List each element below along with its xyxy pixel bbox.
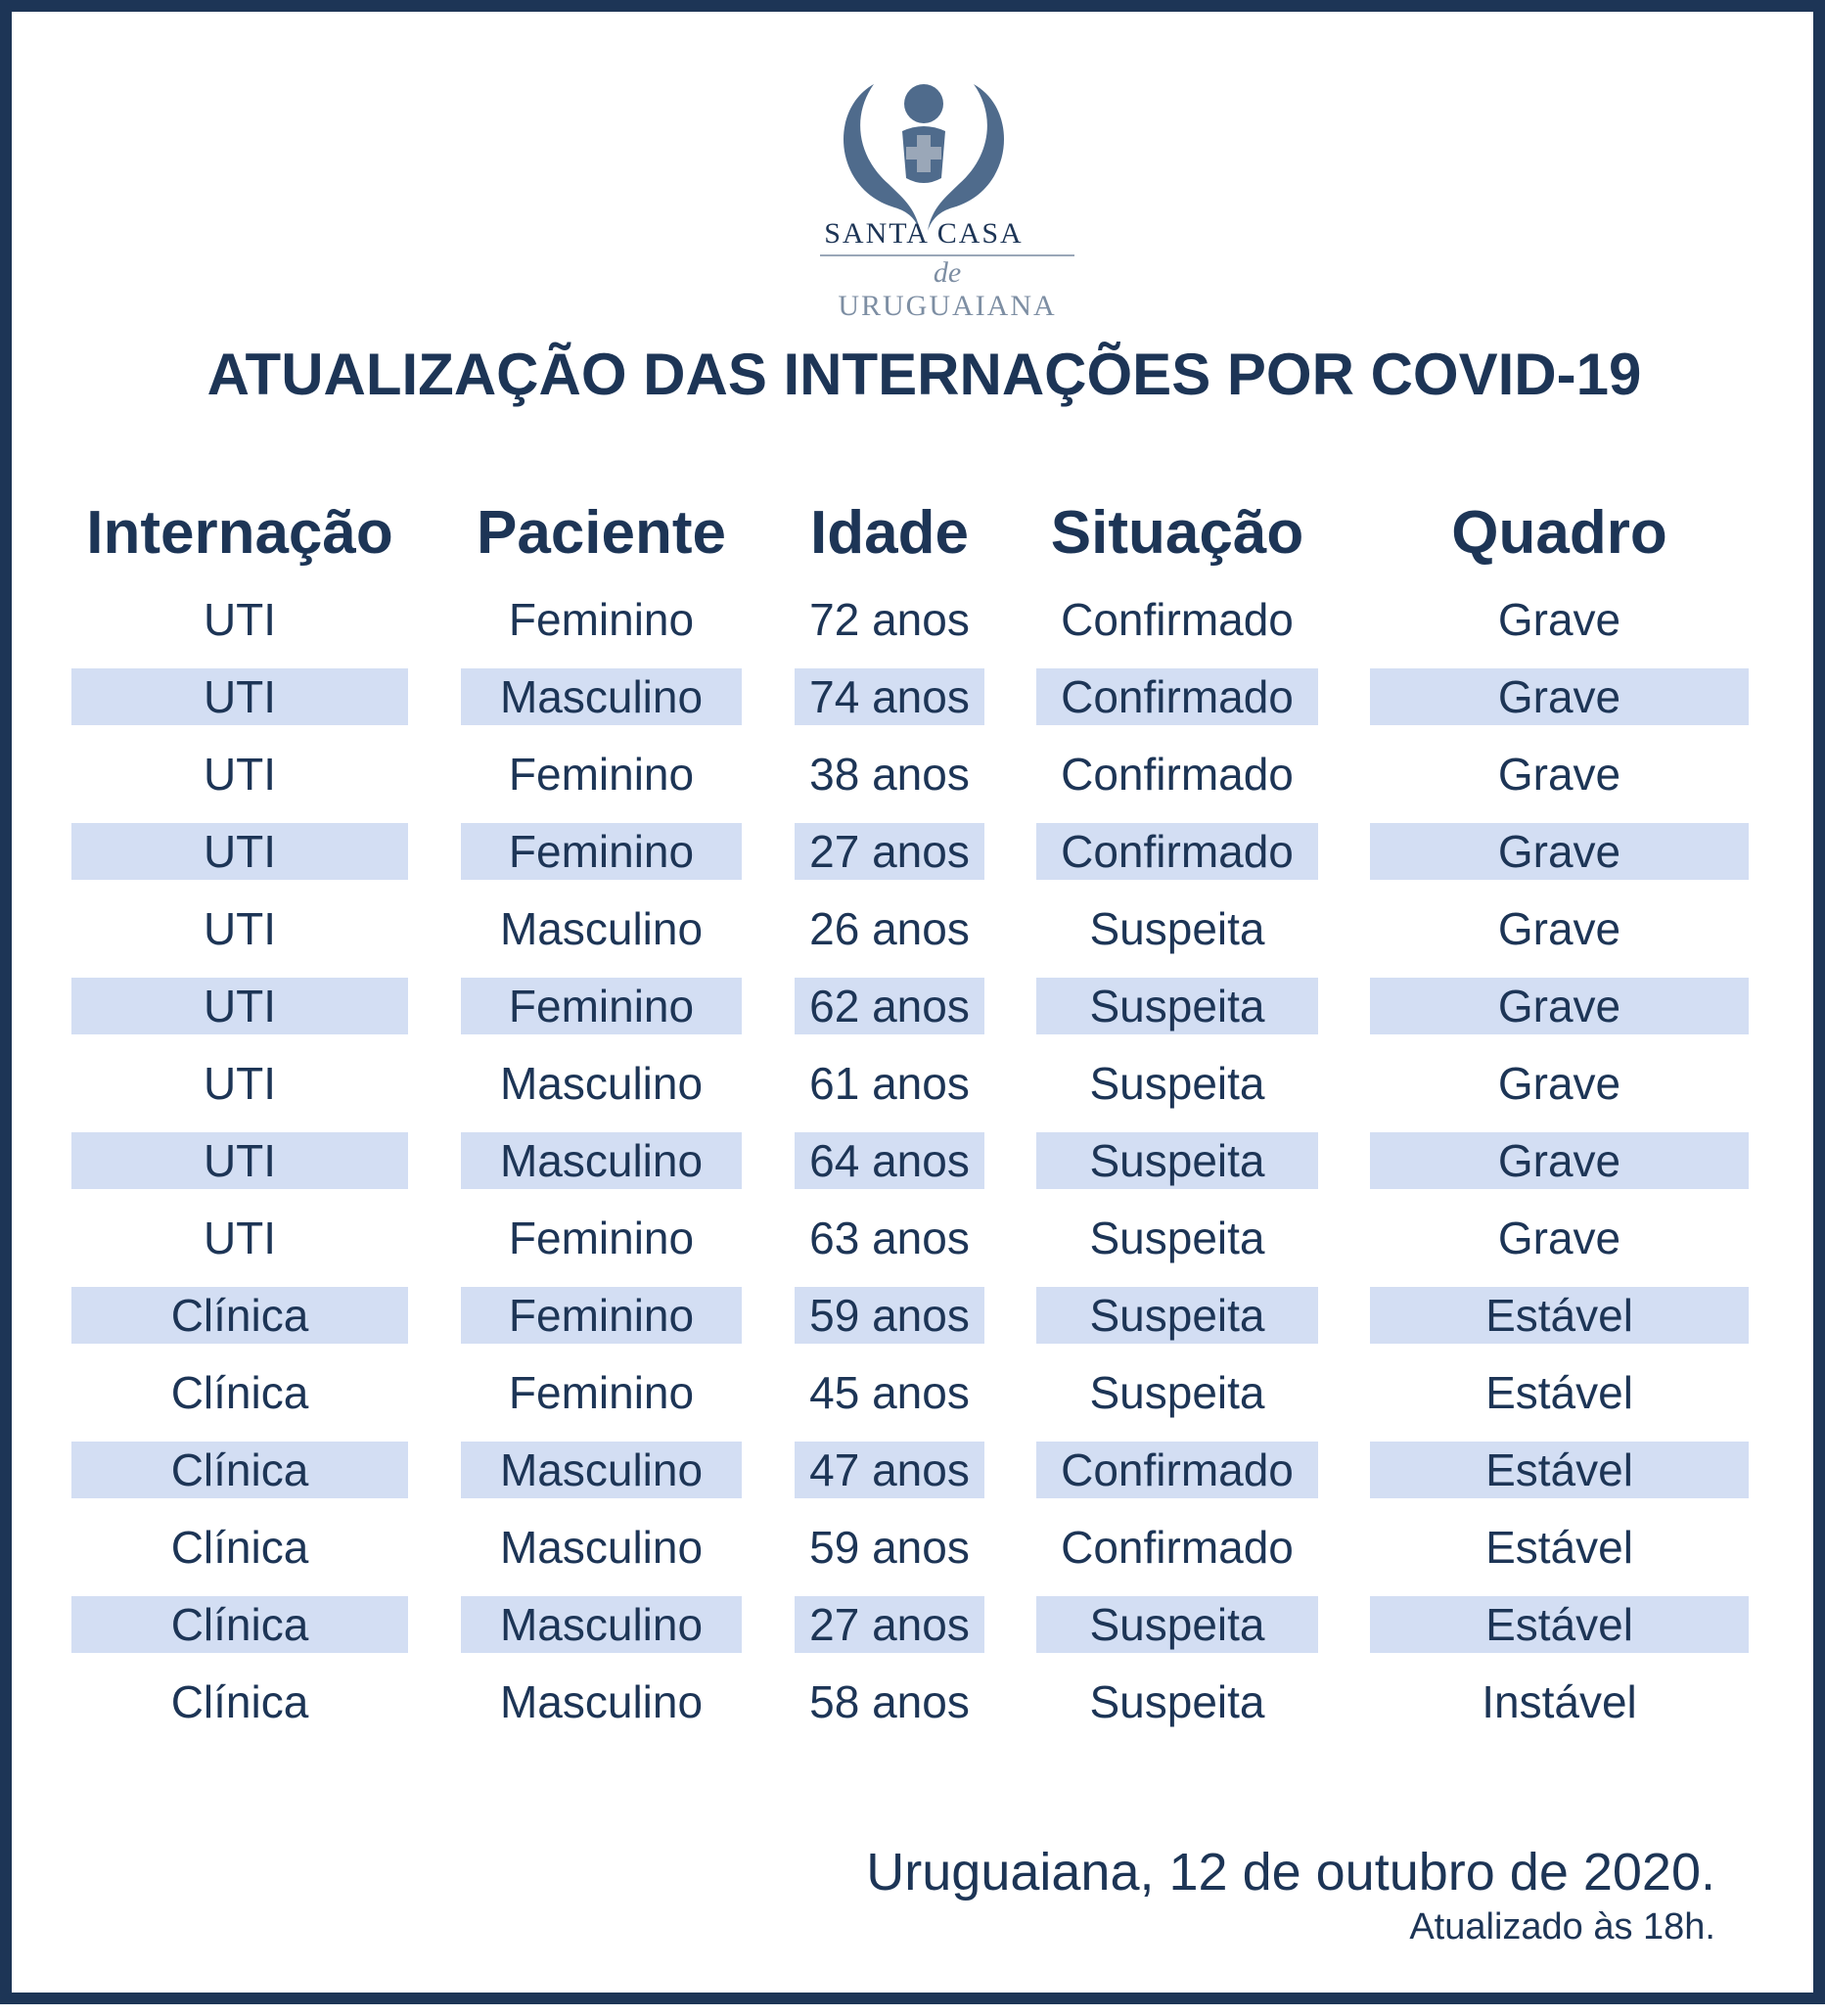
cell-internacao: Clínica [170,1367,309,1418]
cell-paciente: Feminino [461,978,742,1034]
cell-quadro: Grave [1497,1213,1621,1263]
column-header-quadro: Quadro [1451,499,1667,567]
cell-idade: 26 anos [809,903,970,954]
cell-internacao: Clínica [71,1596,408,1653]
cell-internacao: UTI [71,978,408,1034]
cell-paciente: Masculino [461,668,742,725]
cell-situacao: Suspeita [1089,903,1265,954]
cell-paciente: Feminino [508,749,695,800]
cell-idade: 64 anos [795,1132,984,1189]
cell-idade: 72 anos [809,594,970,645]
cell-situacao: Confirmado [1036,823,1318,880]
column-header-paciente: Paciente [476,499,727,567]
cell-idade: 59 anos [795,1287,984,1344]
cell-situacao: Suspeita [1089,1213,1265,1263]
cell-internacao: Clínica [71,1442,408,1498]
cell-idade: 61 anos [809,1058,970,1109]
cell-idade: 74 anos [795,668,984,725]
cell-paciente: Feminino [461,1287,742,1344]
cell-situacao: Suspeita [1036,978,1318,1034]
table-row [12,746,1825,802]
cell-situacao: Confirmado [1036,668,1318,725]
table-row [12,1287,1825,1344]
cell-internacao: UTI [203,1213,277,1263]
cell-paciente: Masculino [499,1676,704,1727]
cell-situacao: Confirmado [1061,594,1294,645]
table-row [12,1210,1825,1266]
cell-idade: 63 anos [809,1213,970,1263]
cell-internacao: Clínica [170,1522,309,1573]
cell-idade: 38 anos [809,749,970,800]
cell-paciente: Masculino [499,1522,704,1573]
table-row [12,1519,1825,1576]
cell-quadro: Grave [1370,1132,1749,1189]
cell-internacao: Clínica [170,1676,309,1727]
cell-quadro: Estável [1485,1522,1633,1573]
cell-quadro: Estável [1370,1442,1749,1498]
cell-internacao: Clínica [71,1287,408,1344]
cell-paciente: Feminino [508,594,695,645]
table-row [12,823,1825,880]
cell-internacao: UTI [203,749,277,800]
cell-quadro: Estável [1370,1596,1749,1653]
cell-paciente: Masculino [461,1596,742,1653]
table-row [12,591,1825,648]
cell-situacao: Suspeita [1036,1596,1318,1653]
cell-situacao: Suspeita [1089,1058,1265,1109]
cell-paciente: Masculino [461,1132,742,1189]
place-and-date: Uruguaiana, 12 de outubro de 2020. [866,1843,1715,1901]
table-row [12,1364,1825,1421]
org-name-prefix: de [933,256,962,289]
table-row [12,668,1825,725]
table-row [12,1132,1825,1189]
org-name-line1: SANTA CASA [824,217,1024,250]
cell-quadro: Grave [1497,594,1621,645]
cell-quadro: Grave [1497,1058,1621,1109]
page-title: ATUALIZAÇÃO DAS INTERNAÇÕES POR COVID-19 [206,342,1642,407]
table-row [12,1673,1825,1730]
cell-paciente: Masculino [461,1442,742,1498]
cell-paciente: Feminino [508,1367,695,1418]
cell-situacao: Suspeita [1036,1287,1318,1344]
cell-idade: 27 anos [795,823,984,880]
cell-internacao: UTI [71,823,408,880]
cell-quadro: Grave [1497,749,1621,800]
cell-situacao: Confirmado [1036,1442,1318,1498]
cell-quadro: Grave [1497,903,1621,954]
cell-internacao: UTI [203,903,277,954]
cell-quadro: Grave [1370,668,1749,725]
cell-internacao: UTI [71,1132,408,1189]
table-row [12,1596,1825,1653]
cell-idade: 27 anos [795,1596,984,1653]
cell-paciente: Feminino [508,1213,695,1263]
cell-situacao: Suspeita [1089,1676,1265,1727]
cell-idade: 45 anos [809,1367,970,1418]
cell-idade: 47 anos [795,1442,984,1498]
table-row [12,978,1825,1034]
column-header-internacao: Internação [86,499,393,567]
cell-quadro: Grave [1370,978,1749,1034]
cell-paciente: Masculino [499,1058,704,1109]
cell-quadro: Estável [1485,1367,1633,1418]
table-row [12,1442,1825,1498]
cell-quadro: Estável [1370,1287,1749,1344]
column-header-idade: Idade [810,499,969,567]
cell-situacao: Suspeita [1036,1132,1318,1189]
updated-time: Atualizado às 18h. [1409,1906,1715,1947]
admissions-table [12,12,1825,2016]
cell-situacao: Confirmado [1061,749,1294,800]
column-header-situacao: Situação [1050,499,1304,567]
cell-situacao: Suspeita [1089,1367,1265,1418]
cell-quadro: Grave [1370,823,1749,880]
cell-internacao: UTI [71,668,408,725]
org-name-main: URUGUAIANA [838,290,1057,322]
cell-idade: 58 anos [809,1676,970,1727]
table-row [12,1055,1825,1112]
cell-quadro: Instável [1482,1676,1637,1727]
table-row [12,900,1825,957]
cell-internacao: UTI [203,1058,277,1109]
cell-paciente: Feminino [461,823,742,880]
cell-idade: 59 anos [809,1522,970,1573]
cell-situacao: Confirmado [1061,1522,1294,1573]
cell-paciente: Masculino [499,903,704,954]
cell-idade: 62 anos [795,978,984,1034]
cell-internacao: UTI [203,594,277,645]
